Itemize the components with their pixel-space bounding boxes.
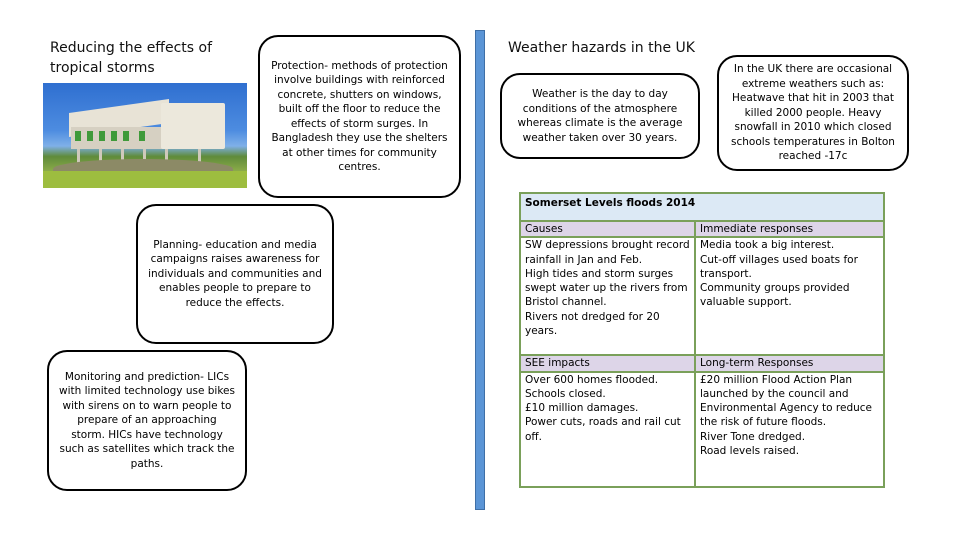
immediate-item: Community groups provided valuable support.	[700, 282, 850, 309]
weather-definition-text: Weather is the day to day conditions of the atmosphere whereas climate is the average weather taken over 30 years.	[517, 88, 683, 144]
header-causes: Causes	[520, 221, 695, 237]
cause-item: Rivers not dredged for 20 years.	[525, 310, 660, 338]
photo-stair-tower	[161, 103, 225, 149]
long-term-item: £20 million Flood Action Plan launched by the council and Environmental Agency to reduce the risk of future floods.	[700, 373, 872, 429]
impacts-cell	[520, 372, 695, 487]
photo-window	[123, 131, 129, 141]
uk-extremes-textbox	[717, 55, 909, 171]
photo-grass	[43, 171, 247, 188]
cyclone-shelter-photo	[43, 83, 247, 188]
header-long-term-responses: Long-term Responses	[695, 355, 884, 371]
photo-window	[75, 131, 81, 141]
section-title-uk-weather: Weather hazards in the UK	[508, 40, 695, 56]
section-title-tropical-storms: Reducing the effects of tropical storms	[50, 40, 212, 76]
immediate-responses-cell	[695, 237, 884, 355]
immediate-item: Cut-off villages used boats for transport.	[700, 253, 858, 280]
monitoring-text: Monitoring and prediction- LICs with limited technology use bikes with sirens on to warn people to prepare of an approaching storm. HICs have technology such as satellites which track the paths.	[59, 370, 235, 470]
planning-textbox	[136, 204, 334, 344]
long-term-item: River Tone dredged.	[700, 430, 806, 443]
impact-item: £10 million damages.	[525, 402, 639, 415]
protection-text: Protection- methods of protection involve buildings with reinforced concrete, shutters on windows, built off the floor to reduce the effects of storm surges. In Bangladesh they use the shelters at other times for community centres.	[271, 59, 448, 173]
immediate-item: Media took a big interest.	[700, 239, 835, 252]
table-title: Somerset Levels floods 2014	[520, 193, 884, 221]
cause-item: SW depressions brought record rainfall in Jan and Feb.	[525, 239, 690, 266]
header-see-impacts: SEE impacts	[520, 355, 695, 371]
impact-item: Power cuts, roads and rail cut off.	[525, 416, 681, 443]
planning-text: Planning- education and media campaigns raises awareness for individuals and communities and enables people to prepare to reduce the effects.	[148, 238, 322, 309]
photo-window	[139, 131, 145, 141]
weather-definition-textbox	[500, 73, 700, 159]
somerset-floods-table	[519, 192, 885, 488]
uk-extremes-text: In the UK there are occasional extreme weathers such as: Heatwave that hit in 2003 that killed 2000 people. Heavy snowfall in 2010 which closed schools temperatures in Bolton reached -17c	[731, 63, 895, 163]
section-divider	[475, 30, 485, 510]
long-term-responses-cell	[695, 372, 884, 487]
photo-window	[111, 131, 117, 141]
cause-item: High tides and storm surges swept water up the rivers from Bristol channel.	[525, 267, 688, 309]
causes-cell	[520, 237, 695, 355]
protection-textbox	[258, 35, 461, 198]
photo-window	[99, 131, 105, 141]
long-term-item: Road levels raised.	[700, 445, 800, 458]
monitoring-textbox	[47, 350, 247, 491]
impact-item: Over 600 homes flooded.	[525, 373, 659, 386]
impact-item: Schools closed.	[525, 387, 606, 400]
photo-window	[87, 131, 93, 141]
header-immediate-responses: Immediate responses	[695, 221, 884, 237]
photo-floor	[71, 127, 171, 149]
